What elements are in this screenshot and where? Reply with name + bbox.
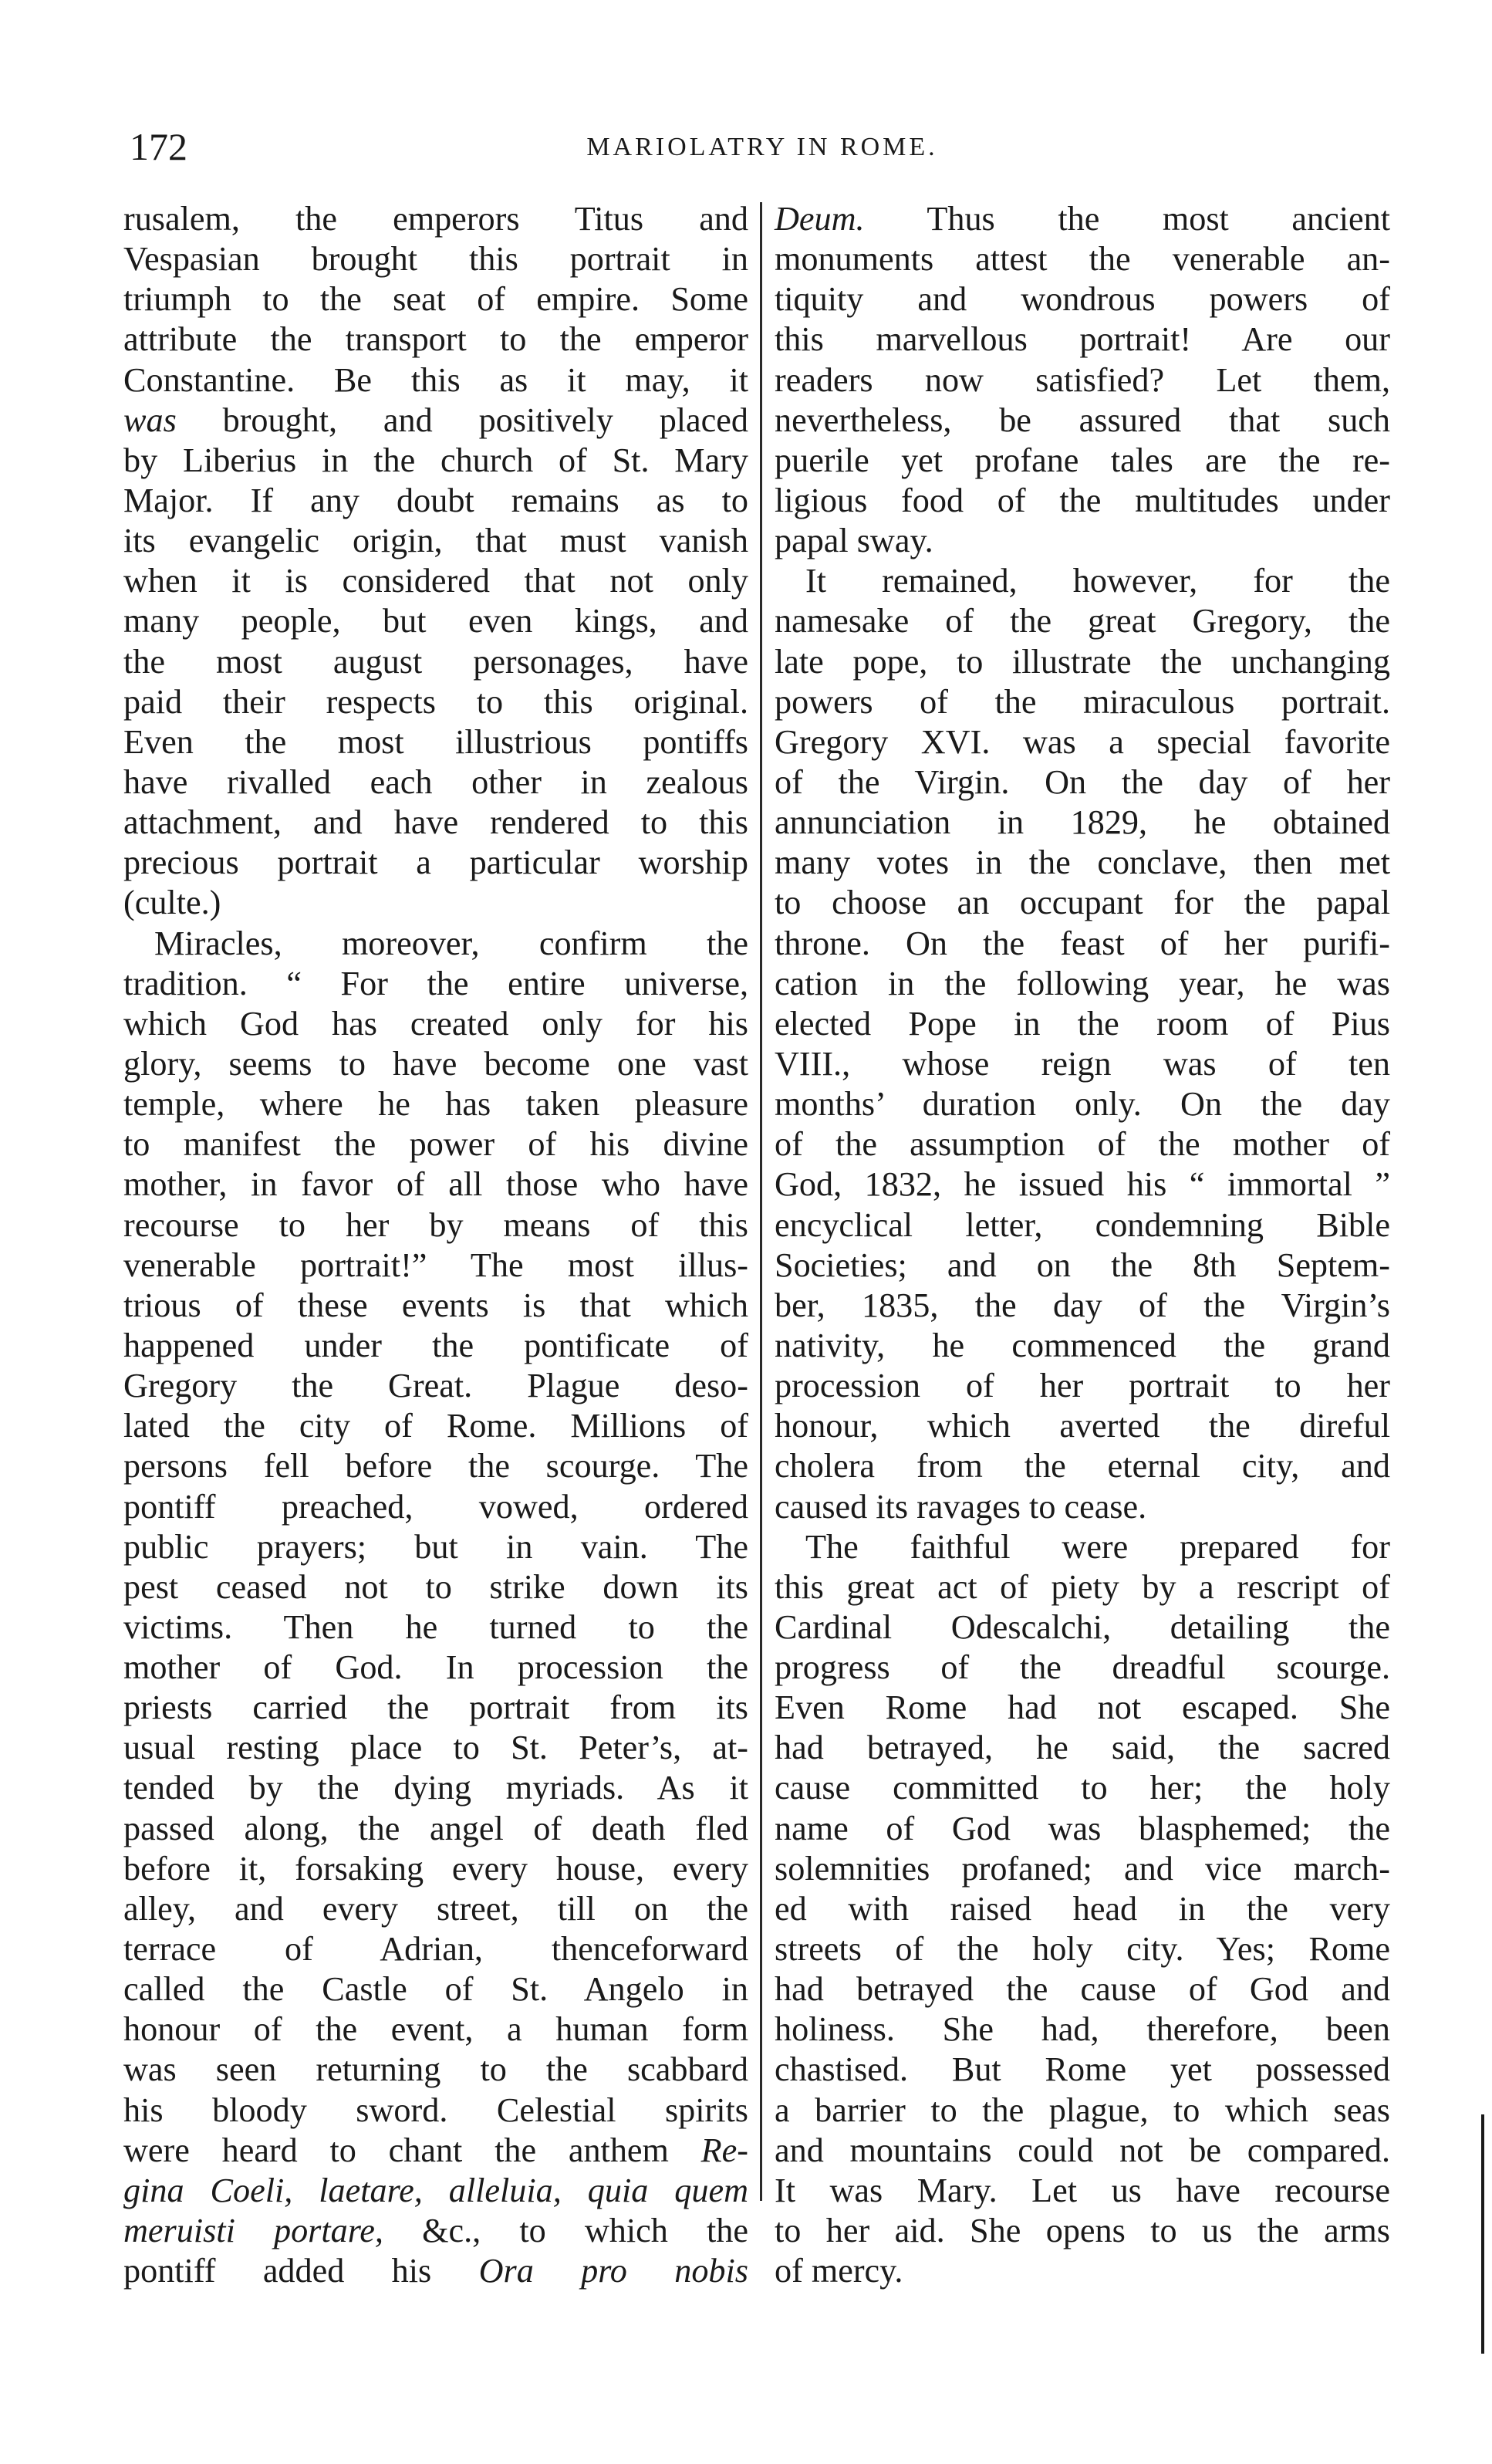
text-line: pontiff added his Ora pro nobis (123, 2252, 748, 2290)
text-line: temple, where he has taken pleasure (123, 1085, 748, 1124)
text-line: and mountains could not be compared. (775, 2131, 1390, 2169)
running-head: MARIOLATRY IN ROME. (586, 133, 938, 161)
text-line: was seen returning to the scabbard (123, 2050, 748, 2089)
text-line: tiquity and wondrous powers of (775, 280, 1390, 319)
text-line: trious of these events is that which (123, 1286, 748, 1324)
text-line: Even Rome had not escaped. She (775, 1688, 1390, 1727)
text-line: a barrier to the plague, to which seas (775, 2091, 1390, 2129)
text-line: monuments attest the venerable an- (775, 240, 1390, 279)
text-line: happened under the pontificate of (123, 1326, 748, 1364)
text-line: Even the most illustrious pontiffs (123, 722, 748, 761)
text-line: Miracles, moreover, confirm the (154, 924, 748, 962)
text-line: to manifest the power of his divine (123, 1125, 748, 1164)
text-line: cause committed to her; the holy (775, 1769, 1390, 1807)
text-line: readers now satisfied? Let them, (775, 360, 1390, 399)
text-line: Cardinal Odescalchi, detailing the (775, 1607, 1390, 1646)
text-line: name of God was blasphemed; the (775, 1809, 1390, 1847)
page-edge-mark (1481, 2114, 1484, 2354)
text-line: of the Virgin. On the day of her (775, 762, 1390, 801)
text-line: Constantine. Be this as it may, it (123, 360, 748, 399)
text-line: paid their respects to this original. (123, 682, 748, 721)
text-line: the most august personages, have (123, 642, 748, 681)
text-line: nativity, he commenced the grand (775, 1326, 1390, 1364)
text-line: venerable portrait!” The most illus- (123, 1246, 748, 1284)
right-text-column (775, 199, 1390, 2291)
text-line: was brought, and positively placed (123, 401, 748, 439)
text-line: annunciation in 1829, he obtained (775, 803, 1390, 842)
text-line: attribute the transport to the emperor (123, 320, 748, 359)
text-line: his bloody sword. Celestial spirits (123, 2091, 748, 2129)
text-line: late pope, to illustrate the unchanging (775, 642, 1390, 681)
page-header (130, 123, 1395, 177)
text-line: progress of the dreadful scourge. (775, 1648, 1390, 1687)
text-line: terrace of Adrian, thenceforward (123, 1930, 748, 1969)
text-line: elected Pope in the room of Pius (775, 1004, 1390, 1043)
text-line: triumph to the seat of empire. Some (123, 280, 748, 319)
text-line: ligious food of the multitudes under (775, 481, 1390, 519)
text-line: Major. If any doubt remains as to (123, 481, 748, 519)
text-line: Societies; and on the 8th Septem- (775, 1246, 1390, 1284)
text-line: alley, and every street, till on the (123, 1889, 748, 1928)
text-line: encyclical letter, condemning Bible (775, 1205, 1390, 1244)
text-line: many people, but even kings, and (123, 602, 748, 641)
text-line: called the Castle of St. Angelo in (123, 1970, 748, 2009)
text-line: by Liberius in the church of St. Mary (123, 441, 748, 479)
text-line: public prayers; but in vain. The (123, 1527, 748, 1566)
text-line: (culte.) (123, 884, 221, 922)
text-line: Gregory the Great. Plague deso- (123, 1367, 748, 1405)
text-line: It was Mary. Let us have recourse (775, 2171, 1390, 2209)
text-line: chastised. But Rome yet possessed (775, 2050, 1390, 2089)
text-line: persons fell before the scourge. The (123, 1447, 748, 1485)
text-line: nevertheless, be assured that such (775, 401, 1390, 439)
text-line: VIII., whose reign was of ten (775, 1044, 1390, 1083)
text-line: passed along, the angel of death fled (123, 1809, 748, 1847)
text-line: this great act of piety by a rescript of (775, 1567, 1390, 1606)
text-line: usual resting place to St. Peter’s, at- (123, 1729, 748, 1767)
text-line: God, 1832, he issued his “ immortal ” (775, 1165, 1390, 1204)
text-line: had betrayed, he said, the sacred (775, 1729, 1390, 1767)
text-line: which God has created only for his (123, 1004, 748, 1043)
text-line: Gregory XVI. was a special favorite (775, 722, 1390, 761)
text-line: ed with raised head in the very (775, 1889, 1390, 1928)
text-line: before it, forsaking every house, every (123, 1849, 748, 1888)
text-line: powers of the miraculous portrait. (775, 682, 1390, 721)
text-line: honour, which averted the direful (775, 1407, 1390, 1445)
text-line: tradition. “ For the entire universe, (123, 964, 748, 1002)
text-line: cholera from the eternal city, and (775, 1447, 1390, 1485)
text-line: victims. Then he turned to the (123, 1607, 748, 1646)
text-line: throne. On the feast of her purifi- (775, 924, 1390, 962)
column-divider (760, 202, 762, 2201)
text-line: many votes in the conclave, then met (775, 843, 1390, 882)
text-line: gina Coeli, laetare, alleluia, quia quem (123, 2171, 748, 2209)
text-line: papal sway. (775, 522, 933, 560)
text-line: tended by the dying myriads. As it (123, 1769, 748, 1807)
text-line: to her aid. She opens to us the arms (775, 2212, 1390, 2250)
text-line: holiness. She had, therefore, been (775, 2010, 1390, 2049)
text-line: mother, in favor of all those who have (123, 1165, 748, 1204)
page-number: 172 (130, 125, 187, 168)
text-line: The faithful were prepared for (805, 1527, 1390, 1566)
text-line: glory, seems to have become one vast (123, 1044, 748, 1083)
text-line: cation in the following year, he was (775, 964, 1390, 1002)
text-line: had betrayed the cause of God and (775, 1970, 1390, 2009)
text-line: caused its ravages to cease. (775, 1487, 1147, 1526)
text-line: Deum. Thus the most ancient (775, 200, 1390, 238)
text-line: have rivalled each other in zealous (123, 762, 748, 801)
text-line: attachment, and have rendered to this (123, 803, 748, 842)
text-line: It remained, however, for the (805, 562, 1390, 600)
text-line: rusalem, the emperors Titus and (123, 200, 748, 238)
text-line: when it is considered that not only (123, 562, 748, 600)
text-line: meruisti portare, &c., to which the (123, 2212, 748, 2250)
text-line: of the assumption of the mother of (775, 1125, 1390, 1164)
text-line: honour of the event, a human form (123, 2010, 748, 2049)
left-text-column (123, 199, 748, 2291)
text-line: its evangelic origin, that must vanish (123, 522, 748, 560)
text-line: to choose an occupant for the papal (775, 884, 1390, 922)
text-line: puerile yet profane tales are the re- (775, 441, 1390, 479)
text-line: Vespasian brought this portrait in (123, 240, 748, 279)
text-line: priests carried the portrait from its (123, 1688, 748, 1727)
text-line: lated the city of Rome. Millions of (123, 1407, 748, 1445)
text-line: were heard to chant the anthem Re- (123, 2131, 748, 2169)
text-line: of mercy. (775, 2252, 903, 2290)
text-line: mother of God. In procession the (123, 1648, 748, 1687)
text-line: recourse to her by means of this (123, 1205, 748, 1244)
text-line: months’ duration only. On the day (775, 1085, 1390, 1124)
text-line: pest ceased not to strike down its (123, 1567, 748, 1606)
text-line: ber, 1835, the day of the Virgin’s (775, 1286, 1390, 1324)
text-line: namesake of the great Gregory, the (775, 602, 1390, 641)
text-line: streets of the holy city. Yes; Rome (775, 1930, 1390, 1969)
text-line: procession of her portrait to her (775, 1367, 1390, 1405)
text-line: this marvellous portrait! Are our (775, 320, 1390, 359)
text-line: solemnities profaned; and vice march- (775, 1849, 1390, 1888)
text-line: pontiff preached, vowed, ordered (123, 1487, 748, 1526)
text-line: precious portrait a particular worship (123, 843, 748, 882)
